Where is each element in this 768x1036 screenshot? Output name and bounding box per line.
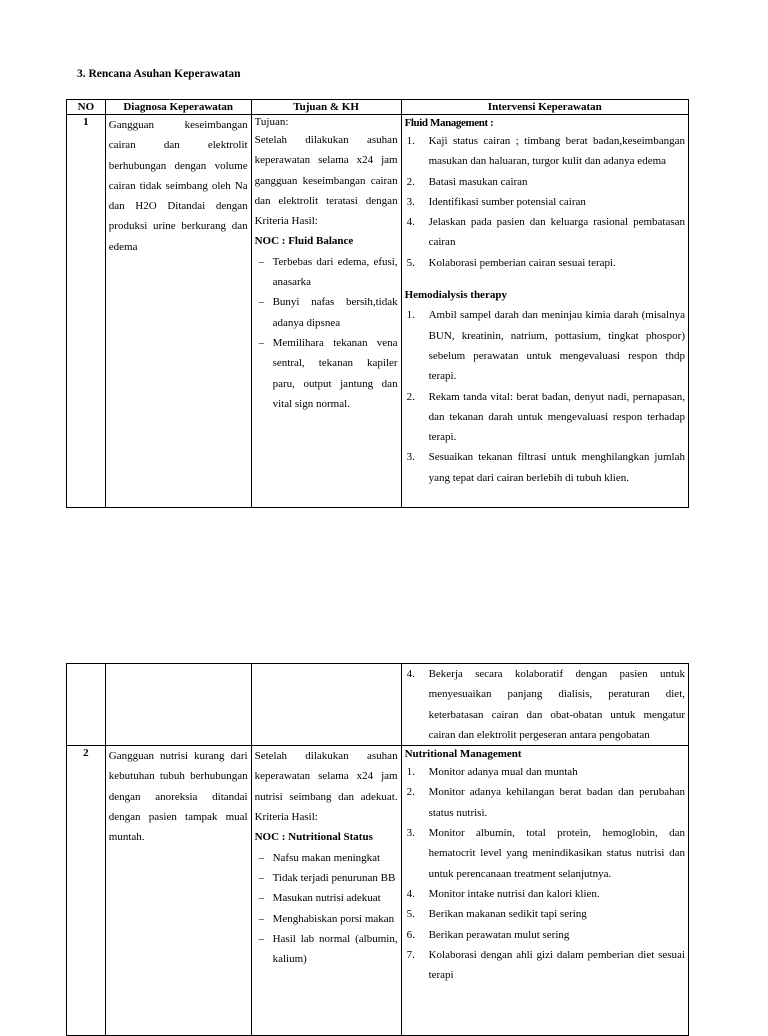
list-text: Rekam tanda vital: berat badan, denyut nadi, pernapasan, dan tekanan darah untuk mengevaluasi respon terhadap terapi. (428, 390, 685, 444)
list-item (405, 762, 685, 782)
list-text: Sesuaikan tekanan filtrasi untuk menghilangkan jumlah yang tepat dari cairan berlebih di tubuh klien. (428, 451, 685, 484)
list-item (405, 884, 685, 904)
list-number: 4. (406, 668, 415, 680)
list-text: Monitor intake nutrisi dan kalori klien. (428, 887, 600, 900)
list-item (405, 305, 685, 386)
diagnosa-cell (105, 746, 251, 1036)
list-item (405, 823, 685, 884)
list-text: Berikan makanan sedikit tapi sering (428, 908, 587, 921)
intervensi-continuation-cell (401, 664, 688, 746)
list-item: – Tidak terjadi penurunan BB (255, 868, 398, 888)
table-row (67, 664, 689, 746)
list-number: 3. (406, 195, 415, 208)
fluid-management-title: Fluid Management : (404, 117, 494, 129)
list-number: 3. (406, 451, 415, 464)
list-number: 2. (406, 175, 415, 188)
header-no: NO (67, 100, 106, 115)
row-number: 2 (67, 746, 106, 1036)
empty-cell (251, 664, 401, 746)
hemodialysis-list (405, 305, 685, 488)
list-item (405, 782, 685, 823)
list-number: 5. (406, 908, 415, 921)
intervensi-cell (401, 746, 688, 1036)
care-plan-table-page1 (66, 99, 689, 508)
tujuan-text: Setelah dilakukan asuhan keperawatan selama x24 jam nutrisi seimbang dan adekuat. Kriteria Hasil: (254, 750, 398, 824)
tujuan-label: Tujuan: (254, 116, 289, 128)
list-number: 1. (406, 766, 415, 779)
list-item (405, 387, 685, 448)
list-text: Kolaborasi dengan ahli gizi dalam pemberian diet sesuai terapi (428, 948, 685, 982)
list-item (405, 904, 685, 924)
noc-list (255, 252, 398, 414)
list-text: Kolaborasi pemberian cairan sesuai terapi. (428, 256, 616, 269)
tujuan-cell (251, 746, 401, 1036)
diagnosa-text: Gangguan nutrisi kurang dari kebutuhan tubuh berhubungan dengan anoreksia ditandai dengan pasien tampak mual muntah. (108, 750, 248, 844)
diagnosa-text: Gangguan keseimbangan cairan dan elektrolit berhubungan dengan volume cairan tidak seimbang oleh Na dan H2O Ditandai dengan produksi urine berkurang dan edema (108, 119, 248, 253)
list-item (405, 925, 685, 945)
list-item (405, 945, 685, 986)
noc-list (255, 848, 398, 970)
list-item (405, 253, 685, 273)
list-text: Identifikasi sumber potensial cairan (428, 195, 586, 208)
list-item: – Menghabiskan porsi makan (255, 909, 398, 929)
list-text: Jelaskan pada pasien dan keluarga rasional pembatasan cairan (428, 216, 685, 249)
section-heading: 3. Rencana Asuhan Keperawatan (77, 68, 241, 80)
list-text: Kaji status cairan ; timbang berat badan,keseimbangan masukan dan haluaran, turgor kulit dan adanya edema (428, 135, 685, 168)
list-item (405, 447, 685, 488)
list-item: – Hasil lab normal (albumin, kalium) (255, 929, 398, 970)
hemodialysis-list-continued (405, 664, 685, 745)
list-number: 3. (406, 827, 415, 840)
empty-cell (105, 664, 251, 746)
row-number: 1 (67, 115, 106, 508)
list-item: – Memilihara tekanan vena sentral, tekanan kapiler paru, output jantung dan vital sign normal. (255, 333, 398, 414)
list-number: 4. (406, 216, 415, 229)
list-text: Monitor adanya mual dan muntah (428, 766, 578, 779)
header-intervensi: Intervensi Keperawatan (401, 100, 688, 115)
list-item (405, 212, 685, 253)
list-number: 2. (406, 786, 415, 799)
hemodialysis-title: Hemodialysis therapy (404, 289, 507, 302)
nutritional-management-list (405, 762, 685, 985)
table-row (67, 115, 689, 508)
list-number: 6. (406, 928, 415, 941)
list-number: 4. (406, 887, 415, 900)
list-item (405, 664, 685, 745)
tujuan-text: Setelah dilakukan asuhan keperawatan selama x24 jam gangguan keseimbangan cairan dan elektrolit teratasi dengan Kriteria Hasil: (254, 134, 398, 228)
list-text: Ambil sampel darah dan meninjau kimia darah (misalnya BUN, kreatinin, natrium, pottasium, tingkat phospor) sebelum perawatan untuk mengevaluasi respon thdp terapi. (428, 309, 685, 383)
list-item: – Bunyi nafas bersih,tidak adanya dipsnea (255, 292, 398, 333)
noc-title: NOC : Fluid Balance (254, 235, 354, 248)
list-text: Monitor albumin, total protein, hemoglobin, dan hematocrit level yang menindikasikan status nutrisi dan untuk perencanaan treatment selanjutnya. (428, 827, 685, 880)
list-item: – Terbebas dari edema, efusi, anasarka (255, 252, 398, 293)
tujuan-cell (251, 115, 401, 508)
nutritional-management-title: Nutritional Management (404, 748, 522, 761)
list-number: 1. (406, 309, 415, 322)
list-item (405, 192, 685, 212)
header-diagnosa: Diagnosa Keperawatan (105, 100, 251, 115)
table-header-row (67, 100, 689, 115)
fluid-management-list (405, 131, 685, 273)
list-item (405, 131, 685, 172)
list-number: 5. (406, 256, 415, 269)
list-item: – Masukan nutrisi adekuat (255, 888, 398, 908)
header-tujuan: Tujuan & KH (251, 100, 401, 115)
list-text: Monitor adanya kehilangan berat badan dan perubahan status nutrisi. (428, 786, 685, 819)
table-row (67, 746, 689, 1036)
list-item (405, 172, 685, 192)
diagnosa-cell (105, 115, 251, 508)
noc-title: NOC : Nutritional Status (254, 831, 373, 844)
list-text: Berikan perawatan mulut sering (428, 928, 570, 941)
list-number: 7. (406, 948, 415, 961)
empty-cell (67, 664, 106, 746)
care-plan-table-page2 (66, 663, 689, 1036)
list-text: Bekerja secara kolaboratif dengan pasien untuk menyesuaikan panjang dialisis, peraturan diet, keterbatasan cairan dan obat-obatan untuk mengatur cairan dan elektrolit pergeseran antara pengobatan (428, 668, 685, 741)
list-number: 2. (406, 390, 415, 403)
list-item: – Nafsu makan meningkat (255, 848, 398, 868)
list-number: 1. (406, 135, 415, 147)
list-text: Batasi masukan cairan (428, 175, 528, 188)
intervensi-cell (401, 115, 688, 508)
